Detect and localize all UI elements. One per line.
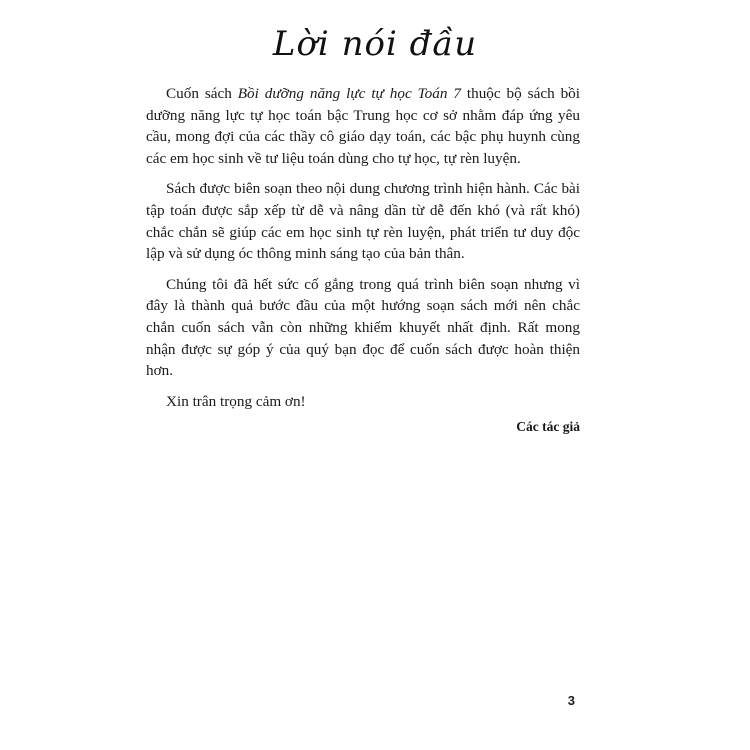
paragraph-thanks: Xin trân trọng cảm ơn!	[166, 392, 306, 410]
authors-signature: Các tác giả	[516, 419, 580, 435]
page-title: Lời nói đầu	[272, 24, 478, 64]
paragraph-content: Sách được biên soạn theo nội dung chương trình hiện hành. Các bài tập toán được sắp xếp từ dễ và nâng dần từ dễ đến khó (và rất khó) chắc chắn sẽ giúp các em học sinh tự rèn luyện, phát triển tư duy độc lập và sử dụng óc thông minh sáng tạo của bản thân.	[146, 180, 580, 263]
paragraph-apology: Chúng tôi đã hết sức cố gắng trong quá trình biên soạn nhưng vì đây là thành quả bước đầu của một hướng soạn sách mới nên chắc chắn cuốn sách vẫn còn những khiếm khuyết nhất định. Rất mong nhận được sự góp ý của quý bạn đọc để cuốn sách được hoàn thiện hơn.	[146, 275, 580, 380]
paragraph-intro-lead: Cuốn sách	[166, 85, 238, 102]
page-number: 3	[567, 693, 575, 708]
paragraph-intro-rest: thuộc bộ sách bồi dưỡng năng lực tự học toán bậc Trung học cơ sở nhằm đáp ứng yêu cầu, mong đợi của các thầy cô giáo dạy toán, các bậc phụ huynh cùng các em học sinh về tư liệu toán dùng cho tự học, tự rèn luyện.	[146, 85, 580, 167]
book-title: Bồi dưỡng năng lực tự học Toán 7	[237, 85, 461, 102]
preface-body	[146, 83, 580, 438]
paragraph-intro	[146, 83, 580, 169]
